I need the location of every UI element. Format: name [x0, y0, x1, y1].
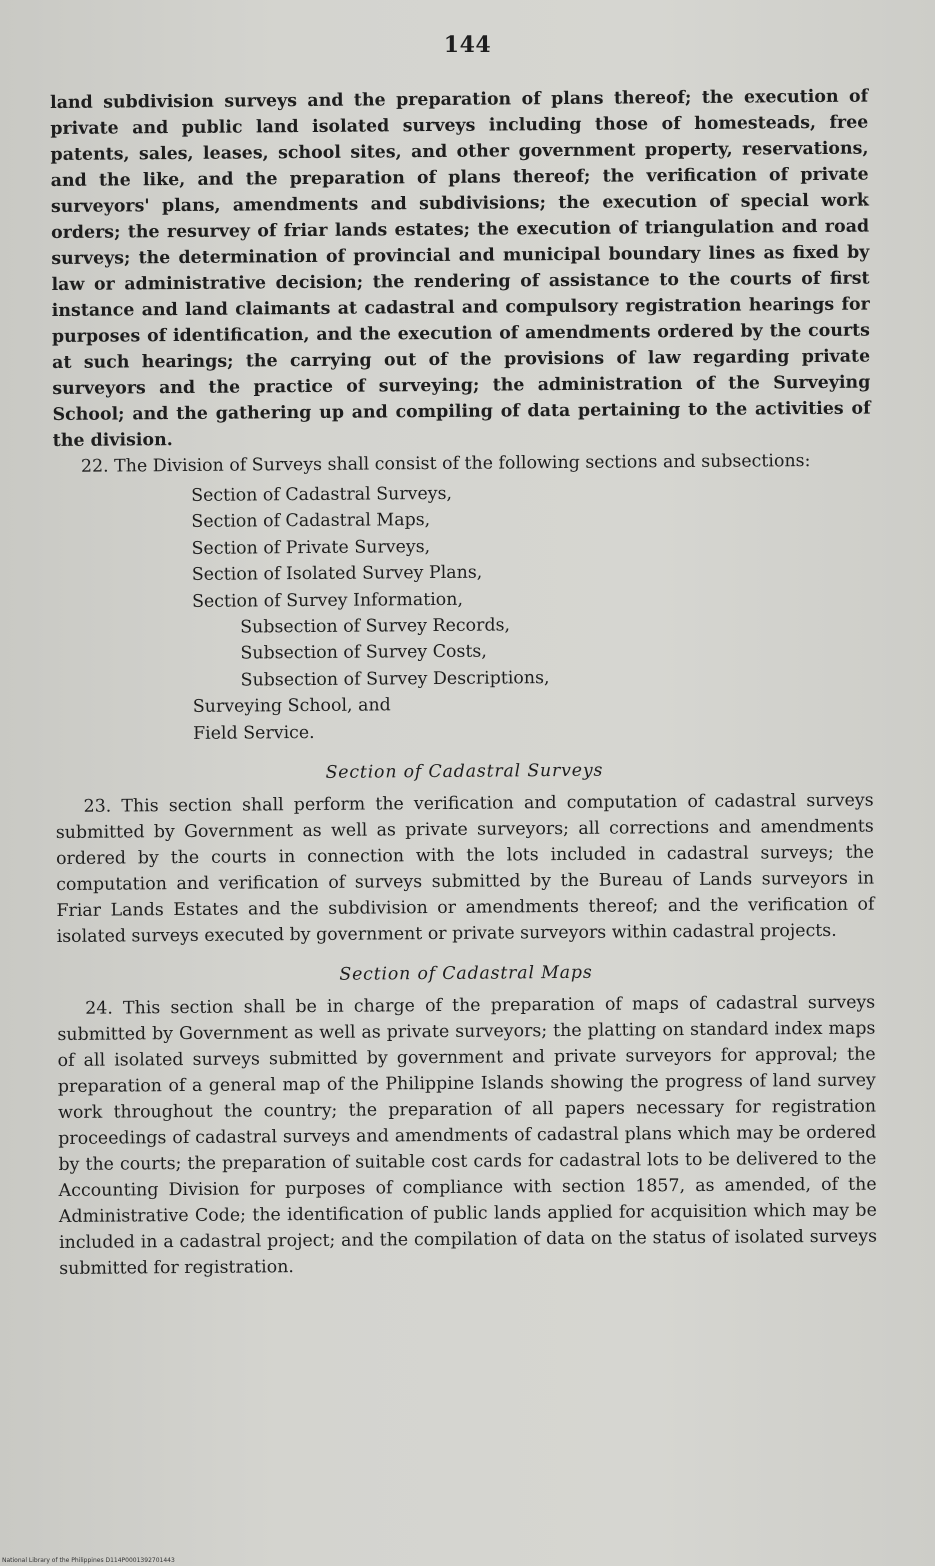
- list-subitem: Subsection of Survey Costs,: [240, 642, 487, 664]
- list-item: Field Service.: [192, 722, 315, 744]
- list-item: Section of Cadastral Maps,: [191, 510, 431, 533]
- section-heading-cadastral-surveys: Section of Cadastral Surveys: [325, 760, 604, 783]
- page-number: 144: [443, 32, 492, 58]
- list-item: Section of Private Surveys,: [191, 536, 431, 559]
- list-item: Section of Isolated Survey Plans,: [191, 562, 483, 586]
- section-heading-cadastral-maps: Section of Cadastral Maps: [339, 962, 593, 985]
- list-item: Section of Cadastral Surveys,: [191, 483, 453, 506]
- sections-list: [53, 478, 873, 748]
- library-footer-note: National Library of the Philippines D114P0001392701443: [2, 1557, 175, 1564]
- list-item: Surveying School, and: [192, 695, 391, 718]
- paragraph-23: 23. This section shall perform the verification and computation of cadastral surveys submitted by Government as well as private surveyors; all corrections and amendments ordered by the courts in connection with the lots included in cadastral surveys; the computation and verification of surveys submitted by the Bureau of Lands surveyors in Friar Lands Estates and the subdivision or amendments thereof; and the verification of isolated surveys executed by government or private surveyors within cadastral projects.: [55, 790, 875, 948]
- list-subitem: Subsection of Survey Descriptions,: [240, 667, 550, 691]
- intro-paragraph: land subdivision surveys and the preparation of plans thereof; the execution of private and public land isolated surveys including those of homesteads, free patents, sales, leases, school sites, and other government property, reservations, and the like, and the preparation of plans thereof; the verification of private surveyors' plans, amendments and subdivisions; the execution of special work orders; the resurvey of friar lands estates; the execution of triangulation and road surveys; the determination of provincial and municipal boundary lines as fixed by law or administrative decision; the rendering of assistance to the courts of first instance and land claimants at cadastral and compulsory registration hearings for purposes of identification, and the execution of amendments ordered by the courts at such hearings; the carrying out of the provisions of law regarding private surveyors and the practice of surveying; the administration of the Surveying School; and the gathering up and compiling of data pertaining to the activities of the division.: [50, 86, 871, 451]
- text-body-top: [50, 84, 877, 1282]
- list-subitem: Subsection of Survey Records,: [240, 615, 511, 638]
- list-item: Section of Survey Information,: [191, 589, 464, 612]
- paragraph-22: 22. The Division of Surveys shall consist of the following sections and subsections:: [80, 451, 811, 477]
- paragraph-24: 24. This section shall be in charge of the preparation of maps of cadastral surveys submitted by Government as well as private surveyors; the platting on standard index maps of all isolated surveys submitted by government and private surveyors for approval; the preparation of a general map of the Philippine Islands showing the progress of land survey work throughout the country; the preparation of all papers necessary for registration proceedings of cadastral surveys and amendments of cadastral plans which may be ordered by the courts; the preparation of suitable cost cards for cadastral lots to be delivered to the Accounting Division for purposes of compliance with section 1857, as amended, of the Administrative Code; the identification of public lands applied for acquisition which may be included in a cadastral project; and the compilation of data on the status of isolated surveys submitted for registration.: [57, 992, 878, 1280]
